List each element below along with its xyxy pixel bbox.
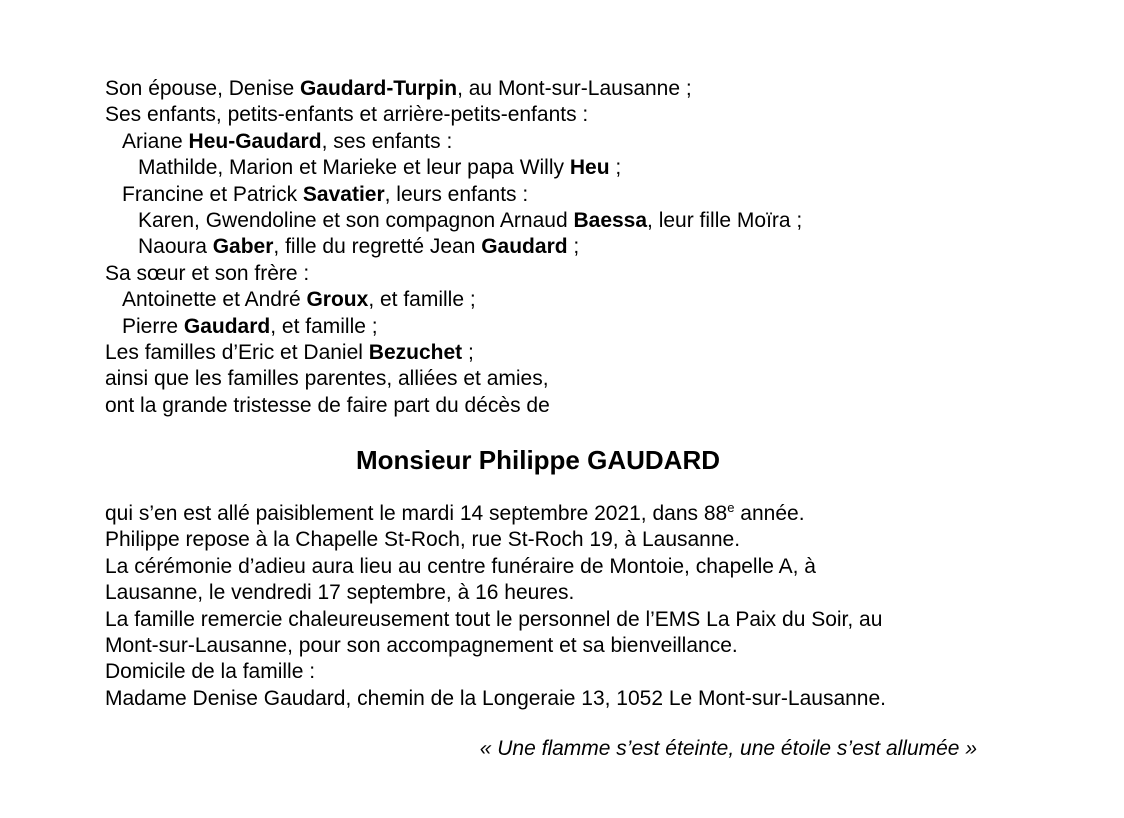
family-name-text: Gaber <box>212 235 274 259</box>
document-text: , au Mont-sur-Lausanne ; <box>457 77 692 100</box>
document-line <box>105 554 886 580</box>
document-text: Pierre <box>122 314 184 338</box>
document-line <box>105 501 886 527</box>
document-text: ; <box>609 156 622 180</box>
document-line <box>105 208 802 234</box>
funeral-details <box>105 501 886 712</box>
document-text: Philippe repose à la Chapelle St-Roch, rue St-Roch 19, à Lausanne. <box>105 528 741 552</box>
document-text: Sa sœur et son frère : <box>105 261 310 285</box>
family-name-text: Savatier <box>302 182 385 206</box>
document-text: Son épouse, Denise <box>105 77 300 100</box>
closing-quote: « Une flamme s’est éteinte, une étoile s’est allumée » <box>479 737 977 760</box>
document-text: , leurs enfants : <box>384 182 529 206</box>
document-text: Madame Denise Gaudard, chemin de la Longeraie 13, 1052 Le Mont-sur-Lausanne. <box>105 686 886 710</box>
document-text: , et famille ; <box>368 288 476 312</box>
document-line <box>105 76 802 102</box>
document-text: , leur fille Moïra ; <box>647 209 803 233</box>
document-text: qui s’en est allé paisiblement le mardi 14 septembre 2021, dans 88 <box>105 502 728 525</box>
document-text: , fille du regretté Jean <box>273 235 482 259</box>
document-line <box>105 129 802 155</box>
document-line <box>105 102 802 128</box>
document-line <box>105 580 886 606</box>
family-name-text: Heu <box>569 156 610 180</box>
family-name-text: Bezuchet <box>368 341 463 365</box>
document-line <box>105 633 886 659</box>
family-name-text: Baessa <box>573 209 648 233</box>
document-line <box>105 261 802 287</box>
family-name-text: Gaudard <box>183 314 271 338</box>
document-text: La cérémonie d’adieu aura lieu au centre funéraire de Montoie, chapelle A, à <box>105 554 816 578</box>
deceased-name-title: Monsieur Philippe GAUDARD <box>355 445 720 475</box>
family-name-text: Groux <box>306 288 369 312</box>
document-text: e <box>727 500 735 515</box>
document-text: La famille remercie chaleureusement tout le personnel de l’EMS La Paix du Soir, au <box>105 607 883 631</box>
document-text: Mont-sur-Lausanne, pour son accompagnement et sa bienveillance. <box>105 634 738 658</box>
family-name-text: Gaudard <box>481 235 568 259</box>
document-text: ; <box>567 235 580 259</box>
document-line <box>105 340 802 366</box>
document-line <box>105 659 886 685</box>
document-text: Naoura <box>138 235 213 259</box>
document-line <box>105 527 886 553</box>
document-line <box>105 234 802 260</box>
document-text: ainsi que les familles parentes, alliées et amies, <box>105 367 549 391</box>
document-line <box>105 182 802 208</box>
document-text: année. <box>734 502 805 525</box>
document-text: Domicile de la famille : <box>105 660 316 684</box>
document-text: ; <box>462 341 474 365</box>
document-text: , ses enfants : <box>321 129 453 153</box>
document-text: Francine et Patrick <box>122 182 303 206</box>
family-announcement <box>105 76 802 419</box>
document-line <box>105 686 886 712</box>
document-text: ont la grande tristesse de faire part du décès de <box>105 393 550 417</box>
document-text: Mathilde, Marion et Marieke et leur papa Willy <box>138 156 570 180</box>
document-text: Les familles d’Eric et Daniel <box>105 341 369 365</box>
document-line <box>105 607 886 633</box>
family-name-text: Heu-Gaudard <box>188 129 322 153</box>
document-line <box>105 366 802 392</box>
document-line <box>105 393 802 419</box>
document-line <box>105 314 802 340</box>
document-text: , et famille ; <box>270 314 378 338</box>
document-text: Lausanne, le vendredi 17 septembre, à 16 heures. <box>105 581 575 605</box>
document-text: Antoinette et André <box>122 288 307 312</box>
document-line <box>105 155 802 181</box>
document-line <box>105 287 802 313</box>
family-name-text: Gaudard-Turpin <box>299 77 458 100</box>
document-text: Ariane <box>122 129 189 153</box>
document-text: Karen, Gwendoline et son compagnon Arnaud <box>138 209 574 233</box>
document-text: Ses enfants, petits-enfants et arrière-petits-enfants : <box>105 103 589 127</box>
